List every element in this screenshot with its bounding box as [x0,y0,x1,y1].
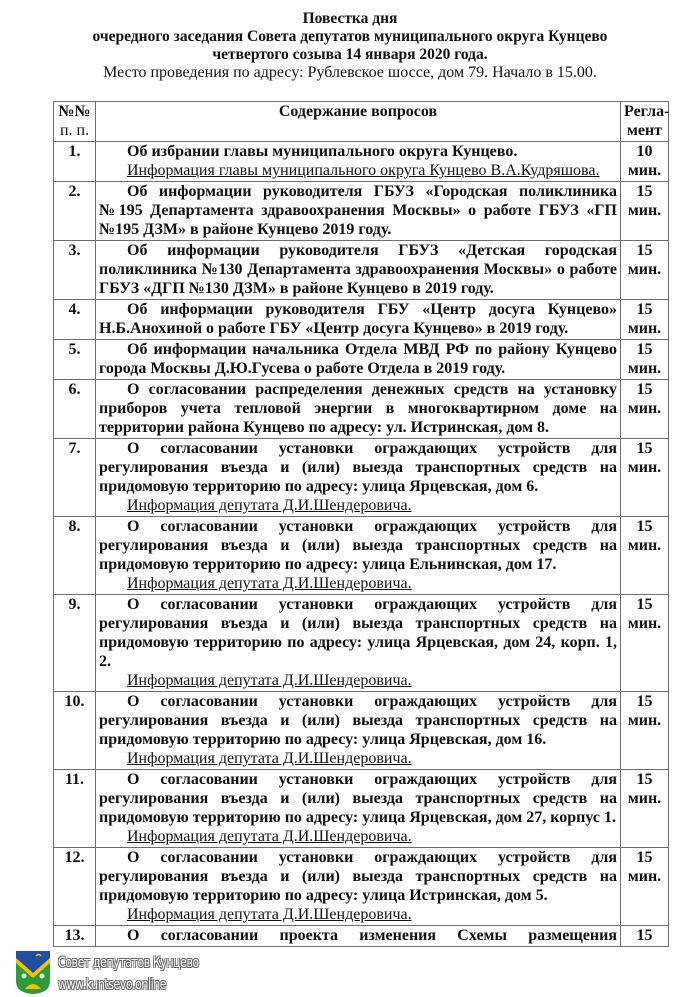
table-row [54,595,669,692]
meeting-place: Место проведения по адресу: Рублевское шоссе, дом 79. Начало в 15.00. [103,64,597,81]
item-topic: О согласовании установки ограждающих устройств для регулирования въезда и (или) выезда транспортных средств на придомовую территорию по адресу: улица Ельнинская, дом 17. [99,518,617,573]
table-row [54,692,669,770]
header-content: Содержание вопросов [96,102,621,142]
table-row [54,926,669,947]
item-content [96,241,621,300]
header-regulation [621,102,669,142]
table-row [54,848,669,926]
table-row [54,142,669,182]
table-header-row [54,102,669,142]
regulation-value: 15 [636,849,653,866]
regulation-value: 15 [636,693,653,710]
regulation-unit: мин. [627,615,662,632]
item-regulation [621,848,669,926]
regulation-value: 15 [636,771,653,788]
watermark-url[interactable]: www.kuntsevo.online [58,977,167,993]
regulation-unit: мин. [627,537,662,554]
item-number: 12. [54,848,96,926]
item-content [96,595,621,692]
item-topic: О согласовании проекта изменения Схемы размещения [127,927,617,944]
regulation-unit: мин. [627,162,662,179]
regulation-unit: мин. [627,868,662,885]
item-number: 5. [54,340,96,380]
item-content [96,770,621,848]
item-regulation [621,595,669,692]
item-regulation [621,380,669,439]
item-topic: О согласовании установки ограждающих устройств для регулирования въезда и (или) выезда транспортных средств на придомовую территорию по адресу: улица Ярцевская, дом 16. [99,693,617,748]
regulation-unit: мин. [627,202,662,219]
regulation-value: 15 [636,518,653,535]
table-row [54,241,669,300]
item-info: Информация депутата Д.И.Шендеровича. [127,750,412,767]
regulation-unit: мин. [627,459,662,476]
item-topic: Об информации руководителя ГБУЗ «Городская поликлиника №195 Департамента здравоохранения Москвы» о работе ГБУЗ «ГП №195 ДЗМ» в районе Кунцево 2019 году. [99,183,617,238]
regulation-unit: мин. [627,320,662,337]
item-number: 2. [54,182,96,241]
item-number: 8. [54,517,96,595]
item-content [96,692,621,770]
item-regulation [621,692,669,770]
regulation-value: 15 [636,927,653,944]
item-number: 10. [54,692,96,770]
coat-of-arms-icon [14,949,52,995]
item-number: 13. [54,926,96,947]
item-topic: О согласовании установки ограждающих устройств для регулирования въезда и (или) выезда транспортных средств на придомовую территорию по адресу: улица Ярцевская, дом 24, корп. 1, 2. [99,596,617,670]
item-content [96,182,621,241]
item-info: Информация депутата Д.И.Шендеровича. [127,906,412,923]
agenda-table [53,101,669,947]
watermark [14,949,234,997]
item-topic: О согласовании установки ограждающих устройств для регулирования въезда и (или) выезда транспортных средств на придомовую территорию по адресу: улица Ярцевская, дом 6. [99,440,617,495]
item-number: 3. [54,241,96,300]
item-content [96,517,621,595]
header-number-label: №№ [58,103,91,120]
regulation-value: 15 [636,183,653,200]
item-content [96,848,621,926]
item-topic: О согласовании установки ограждающих устройств для регулирования въезда и (или) выезда транспортных средств на придомовую территорию по адресу: улица Истринская, дом 5. [99,849,617,904]
regulation-unit: мин. [627,712,662,729]
item-regulation [621,142,669,182]
item-info: Информация депутата Д.И.Шендеровича. [127,497,412,514]
header-number-sub: п. п. [59,122,90,139]
item-info: Информация депутата Д.И.Шендеровича. [127,575,412,592]
table-row [54,340,669,380]
item-number: 7. [54,439,96,517]
item-info: Информация депутата Д.И.Шендеровича. [127,828,412,845]
item-content [96,926,621,947]
document-title: Повестка дня [302,10,398,27]
table-row [54,380,669,439]
item-content [96,142,621,182]
regulation-value: 15 [636,301,653,318]
item-regulation [621,300,669,340]
item-content [96,340,621,380]
item-number: 9. [54,595,96,692]
regulation-value: 15 [636,341,653,358]
item-number: 6. [54,380,96,439]
item-regulation [621,517,669,595]
item-regulation [621,926,669,947]
item-number: 1. [54,142,96,182]
item-number: 4. [54,300,96,340]
regulation-value: 15 [636,242,653,259]
item-regulation [621,439,669,517]
item-regulation [621,770,669,848]
regulation-unit: мин. [627,360,662,377]
item-regulation [621,182,669,241]
table-row [54,182,669,241]
table-row [54,517,669,595]
item-topic: Об информации руководителя ГБУЗ «Детская городская поликлиника №130 Департамента здравоохранения Москвы» о работе ГБУЗ «ДГП №130 ДЗМ» в районе Кунцево в 2019 году. [99,242,617,297]
item-topic: О согласовании распределения денежных средств на установку приборов учета тепловой энергии в многоквартирном доме на территории района Кунцево по адресу: ул. Истринская, дом 8. [99,381,617,436]
item-regulation [621,340,669,380]
table-row [54,770,669,848]
table-row [54,439,669,517]
regulation-unit: мин. [627,790,662,807]
item-content [96,439,621,517]
header-number [54,102,96,142]
document-header [0,10,700,82]
item-topic: Об избрании главы муниципального округа Кунцево. [127,143,518,160]
regulation-unit: мин. [627,400,662,417]
item-topic: Об информации начальника Отдела МВД РФ по району Кунцево города Москвы Д.Ю.Гусева о работе Отдела в 2019 году. [99,341,617,377]
table-row [54,300,669,340]
document-subtitle-1: очередного заседания Совета депутатов муниципального округа Кунцево [92,28,608,45]
item-regulation [621,241,669,300]
item-info: Информация главы муниципального округа Кунцево В.А.Кудряшова. [127,162,600,179]
item-topic: Об информации руководителя ГБУ «Центр досуга Кунцево» Н.Б.Анохиной о работе ГБУ «Центр досуга Кунцево» в 2019 году. [99,301,617,337]
regulation-unit: мин. [627,261,662,278]
regulation-value: 10 [636,143,653,160]
regulation-value: 15 [636,381,653,398]
item-content [96,380,621,439]
watermark-org-name: Совет депутатов Кунцево [58,955,199,971]
item-info: Информация депутата Д.И.Шендеровича. [127,672,412,689]
item-content [96,300,621,340]
header-regulation-sub: мент [626,122,663,139]
regulation-value: 15 [636,596,653,613]
item-number: 11. [54,770,96,848]
document-subtitle-2: четвертого созыва 14 января 2020 года. [212,46,488,63]
regulation-value: 15 [636,440,653,457]
header-regulation-label: Регла- [624,103,670,120]
item-topic: О согласовании установки ограждающих устройств для регулирования въезда и (или) выезда транспортных средств на придомовую территорию по адресу: улица Ярцевская, дом 27, корпус 1. [99,771,617,826]
